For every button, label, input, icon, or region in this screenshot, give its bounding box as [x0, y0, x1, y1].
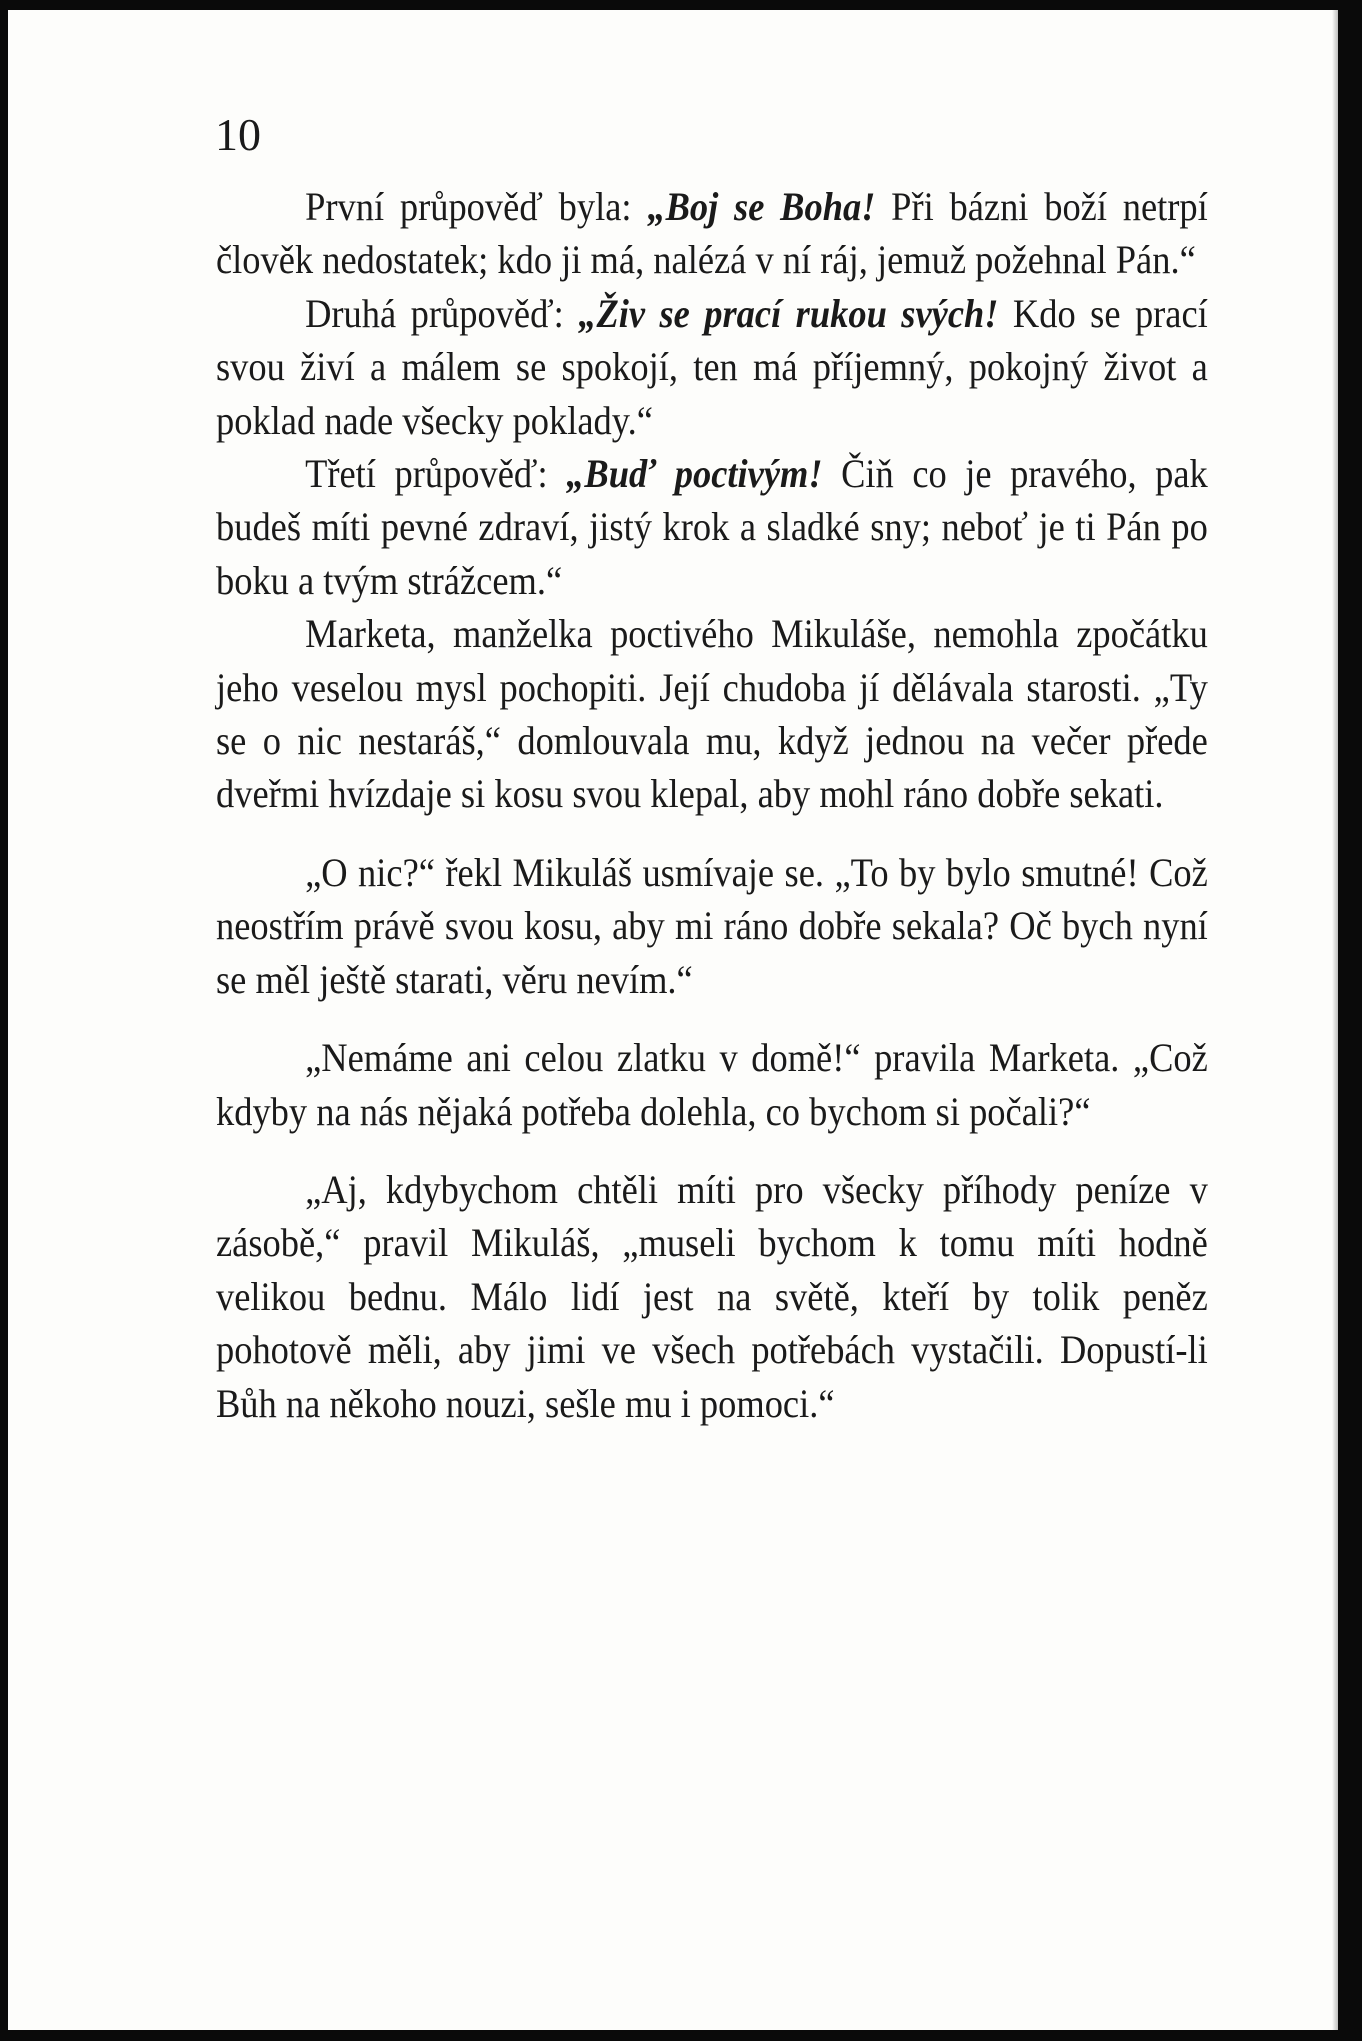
paragraph-6: „Nemáme ani celou zlatku v domě!“ pravila Marketa. „Což kdyby na nás nějaká potřeba dolehla, co bychom si počali?“: [216, 1035, 1208, 1134]
paragraph-3-motto: „Buď poctivým!: [566, 451, 823, 497]
paragraph-1-rest: Při bázni boží netrpí člověk nedostatek; kdo ji má, nalézá v ní ráj, jemuž požehnal Pán.“: [216, 184, 1208, 283]
paragraph-4: Marketa, manželka poctivého Mikuláše, nemohla zpočátku jeho veselou mysl pochopiti. Její chudoba jí dělávala starosti. „Ty se o nic nestaráš,“ domlouvala mu, když jednou na večer přede dveřmi hvízdaje si kosu svou klepal, aby mohl ráno dobře sekati.: [216, 611, 1208, 817]
paragraph-5: „O nic?“ řekl Mikuláš usmívaje se. „To by bylo smutné! Což neostřím právě svou kosu, aby mi ráno dobře sekala? Oč bych nyní se měl ještě starati, věru nevím.“: [216, 849, 1208, 1002]
page-number: 10: [215, 109, 261, 160]
paragraph-2-motto: „Živ se prací rukou svých!: [578, 290, 999, 336]
paragraph-1-lead: První průpověď byla:: [305, 184, 648, 229]
paragraph-3-lead: Třetí průpověď:: [305, 451, 567, 497]
paragraph-3: [216, 447, 1208, 607]
paragraph-2-rest: Kdo se prací svou živí a málem se spokojí, ten má příjemný, pokojný život a poklad nade všecky poklady.“: [216, 290, 1208, 443]
paragraph-1-motto: „Boj se Boha!: [647, 184, 876, 229]
paragraph-3-rest: Čiň co je pravého, pak budeš míti pevné zdraví, jistý krok a sladké sny; neboť je ti Pán po boku a tvým strážcem.“: [216, 451, 1208, 603]
paragraph-2: [216, 287, 1208, 447]
paragraph-2-lead: Druhá průpověď:: [305, 290, 579, 336]
book-page: [8, 10, 1338, 2030]
body-text: [216, 180, 1208, 1430]
paragraph-1: [216, 180, 1208, 287]
paragraph-7: „Aj, kdybychom chtěli míti pro všecky příhody peníze v zásobě,“ pravil Mikuláš, „museli bychom k tomu míti hodně velikou bednu. Málo lidí jest na světě, kteří by tolik peněz pohotově měli, aby jimi ve všech potřebách vystačili. Dopustí-li Bůh na někoho nouzi, sešle mu i pomoci.“: [216, 1166, 1208, 1426]
page-edge-shadow: [1332, 10, 1338, 2030]
